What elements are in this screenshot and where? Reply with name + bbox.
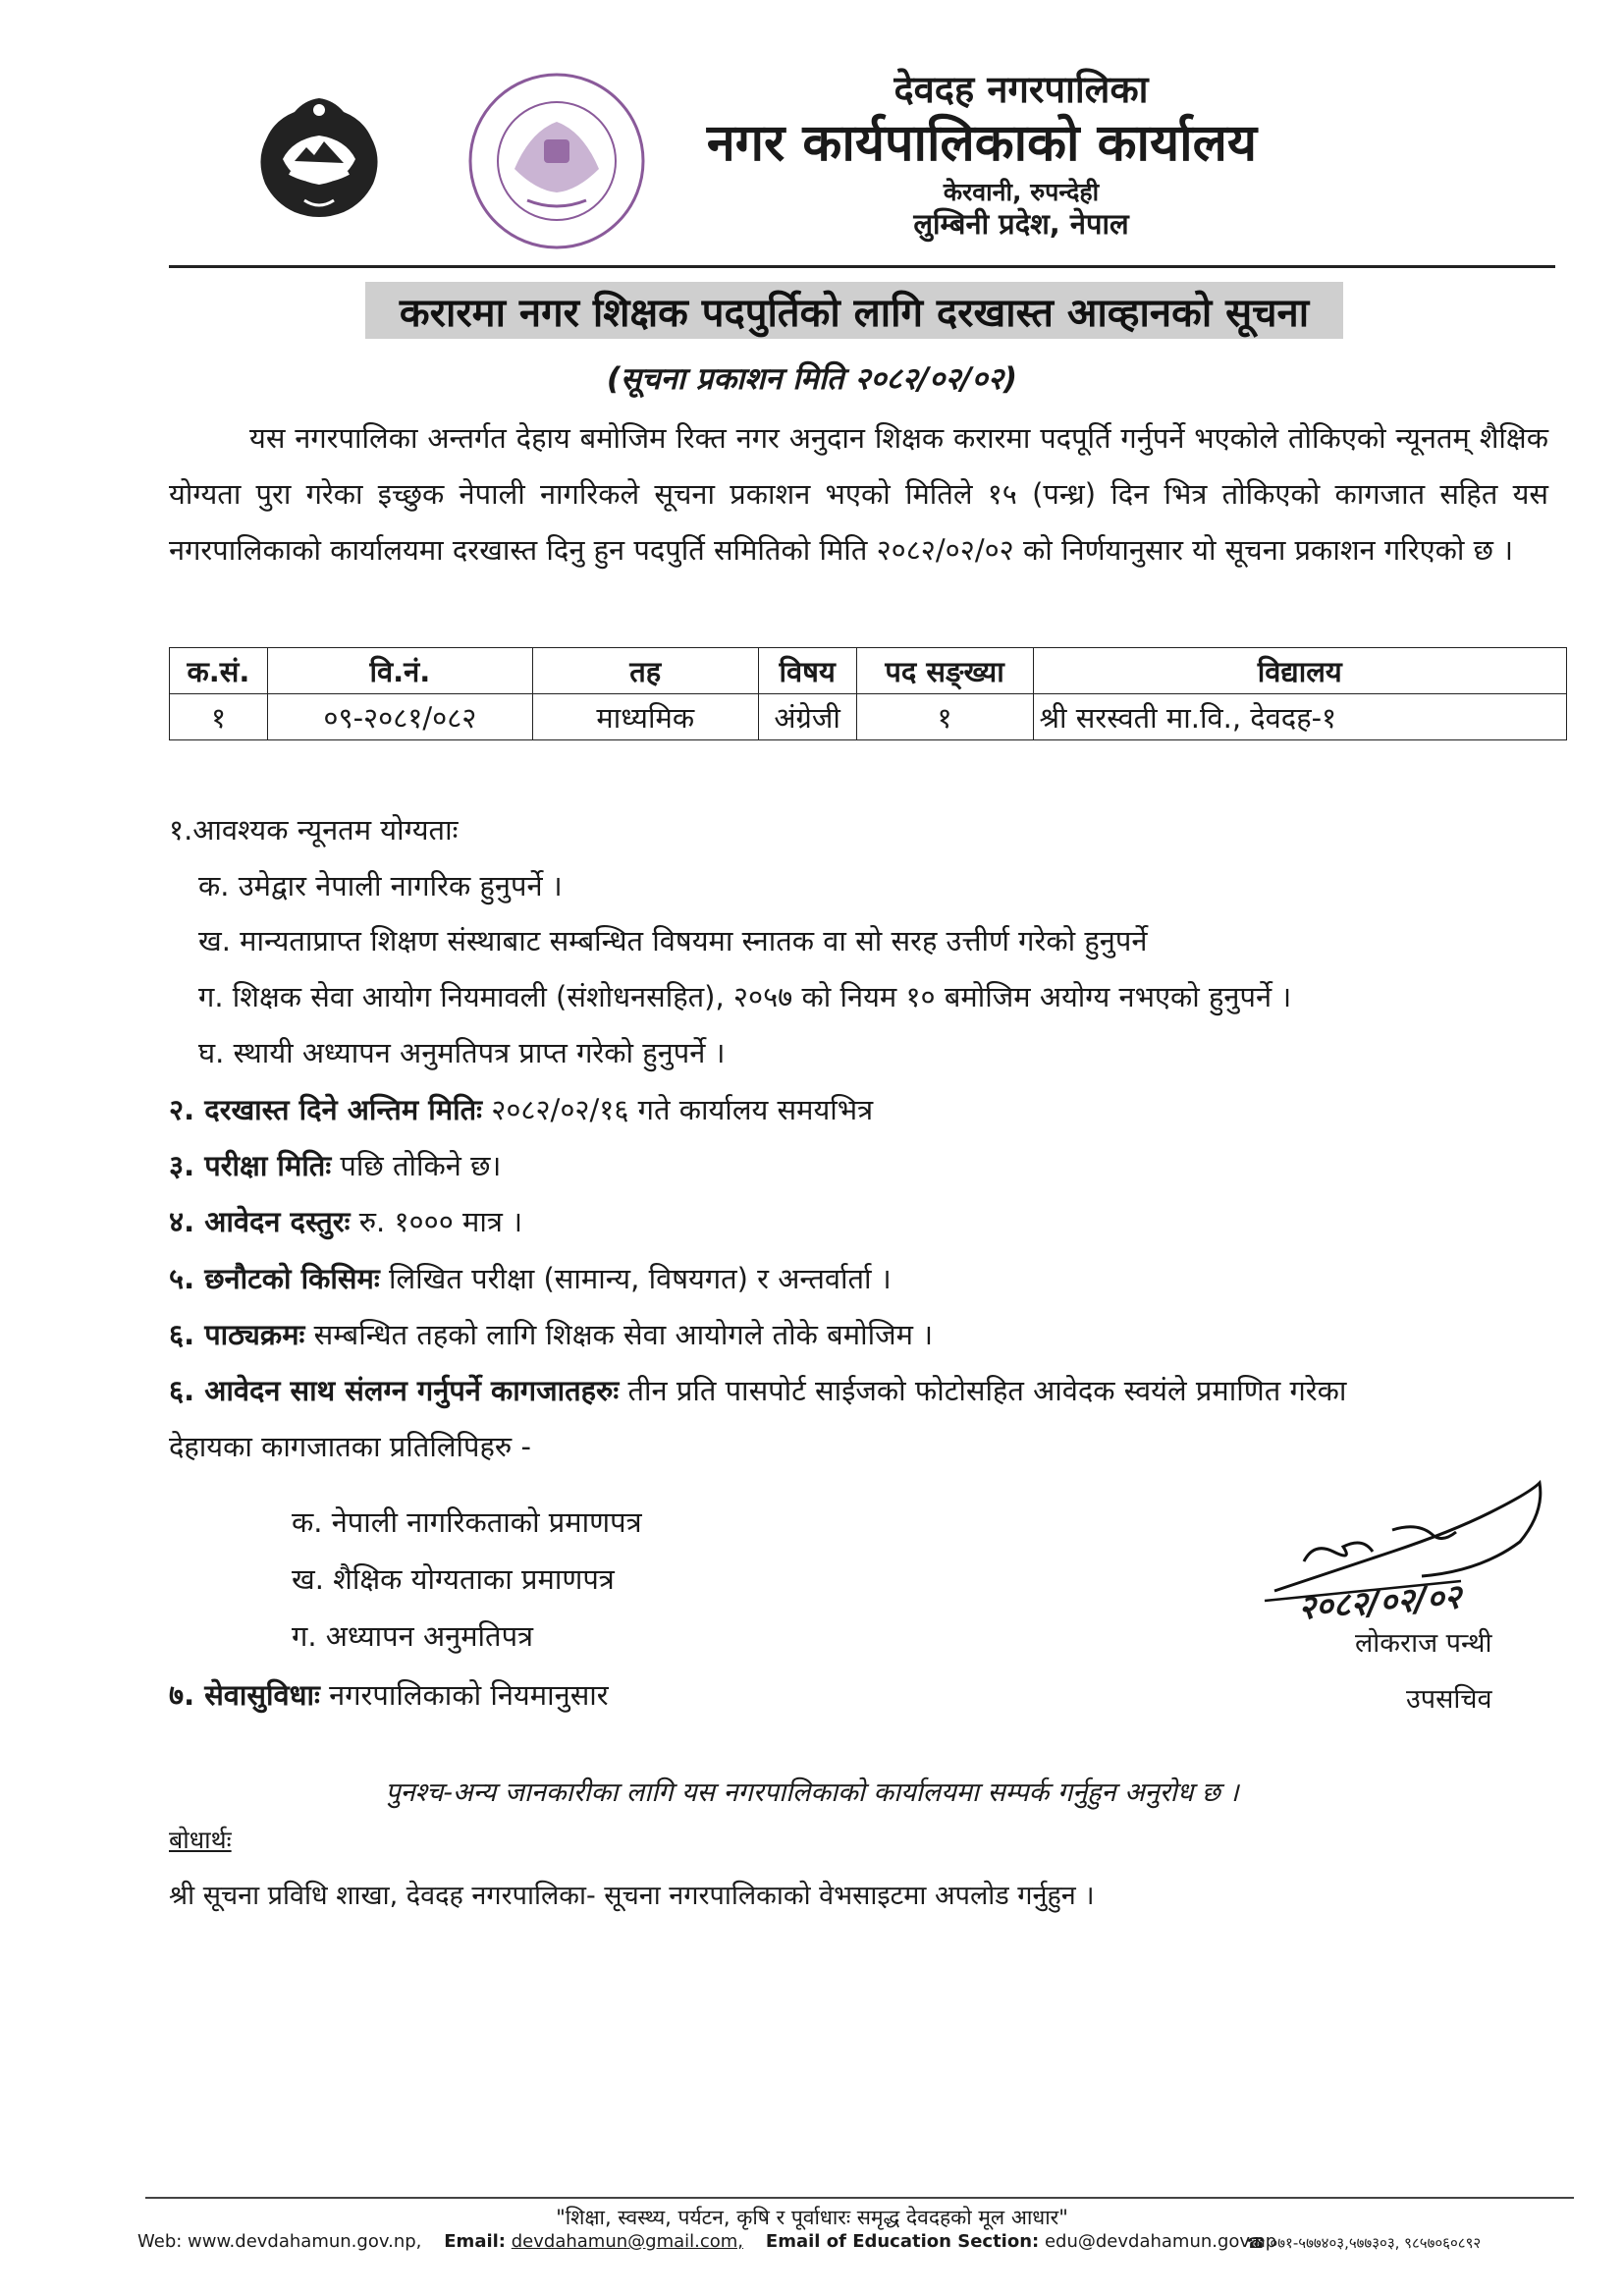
document-item: ग. अध्यापन अनुमतिपत्र: [292, 1619, 534, 1653]
col-subject: विषय: [758, 648, 856, 694]
edu-email-link[interactable]: edu@devdahamun.gov.np: [1044, 2231, 1277, 2252]
point-label: ७. सेवासुविधाः: [169, 1678, 320, 1712]
col-school: विद्यालय: [1033, 648, 1566, 694]
requirement-item: ख. मान्यताप्राप्त शिक्षण संस्थाबाट सम्बन्धित विषयमा स्नातक वा सो सरह उत्तीर्ण गरेको हुनुपर्ने: [198, 924, 1148, 957]
website-link[interactable]: www.devdahamun.gov.np,: [188, 2231, 422, 2252]
documents-lead: देहायका कागजातका प्रतिलिपिहरु -: [169, 1430, 531, 1463]
point-label: ४. आवेदन दस्तुरः: [169, 1205, 351, 1238]
cell-subject: अंग्रेजी: [758, 694, 856, 740]
government-emblem: [245, 90, 393, 228]
cell-level: माध्यमिक: [532, 694, 758, 740]
point-label: २. दरखास्त दिने अन्तिम मितिः: [169, 1093, 483, 1126]
point-exam-date: [169, 1146, 501, 1184]
web-label: Web:: [137, 2231, 183, 2252]
cell-serial: १: [170, 694, 268, 740]
point-selection: [169, 1259, 892, 1297]
document-item: ख. शैक्षिक योग्यताका प्रमाणपत्र: [292, 1562, 615, 1596]
point-label: ३. परीक्षा मितिः: [169, 1149, 332, 1182]
office-location: केरवानी, रुपन्देही: [943, 178, 1100, 206]
point-text: सम्बन्धित तहको लागि शिक्षक सेवा आयोगले तोके बमोजिम ।: [304, 1318, 934, 1351]
point-text: रु. १००० मात्र ।: [350, 1205, 523, 1238]
footer-contact: [137, 2231, 1276, 2252]
table-header-row: [170, 648, 1567, 694]
point-label: ६. आवेदन साथ संलग्न गर्नुपर्ने कागजातहरुः: [169, 1374, 620, 1407]
edu-email-label: Email of Education Section:: [765, 2231, 1040, 2252]
signatory-name: लोकराज पन्थी: [1355, 1628, 1492, 1659]
point-label: ६. पाठ्यक्रमः: [169, 1318, 305, 1351]
footer-motto: "शिक्षा, स्वस्थ्य, पर्यटन, कृषि र पूर्वाधारः समृद्ध देवदहको मूल आधार": [556, 2206, 1068, 2229]
intro-paragraph: [169, 410, 1548, 578]
point-text: पछि तोकिने छ।: [331, 1149, 502, 1182]
cc-heading: बोधार्थः: [169, 1826, 232, 1854]
cell-number: ०९-२०८१/०८२: [267, 694, 532, 740]
cell-posts: १: [856, 694, 1033, 740]
point-text: तीन प्रति पासपोर्ट साईजको फोटोसहित आवेदक स्वयंले प्रमाणित गरेका: [619, 1374, 1347, 1407]
municipality-name: देवदह नगरपालिका: [893, 68, 1149, 111]
office-province: लुम्बिनी प्रदेश, नेपाल: [913, 207, 1129, 241]
table-row: [170, 694, 1567, 740]
footer-phone: ☎ ०७१-५७७४०३,५७७३०३, ९८५७०६०८९२: [1247, 2234, 1482, 2252]
point-text: लिखित परीक्षा (सामान्य, विषयगत) र अन्तर्वार्ता ।: [379, 1262, 892, 1295]
col-level: तह: [532, 648, 758, 694]
intro-text: यस नगरपालिका अन्तर्गत देहाय बमोजिम रिक्त नगर अनुदान शिक्षक करारमा पदपूर्ति गर्नुपर्ने भएकोले तोकिएको न्यूनतम् शैक्षिक योग्यता पुरा गरेका इच्छुक नेपाली नागरिकले सूचना प्रकाशन भएको मितिले १५ (पन्ध्र) दिन भित्र तोकिएको कागजात सहित यस नगरपालिकाको कार्यालयमा दरखास्त दिनु हुन पदपुर्ति समितिको मिति २०८२/०२/०२ को निर्णयानुसार यो सूचना प्रकाशन गरिएको छ ।: [169, 421, 1548, 567]
email-link[interactable]: devdahamun@gmail.com,: [511, 2231, 744, 2252]
point-text: २०८२/०२/१६ गते कार्यालय समयभित्र: [482, 1093, 874, 1126]
col-posts: पद सङ्ख्या: [856, 648, 1033, 694]
cc-text: श्री सूचना प्रविधि शाखा, देवदह नगरपालिका- सूचना नगरपालिकाको वेभसाइटमा अपलोड गर्नुहुन ।: [169, 1881, 1095, 1911]
point-documents: [169, 1371, 1346, 1409]
email-label: Email:: [444, 2231, 507, 2252]
requirement-item: घ. स्थायी अध्यापन अनुमतिपत्र प्राप्त गरेको हुनुपर्ने ।: [198, 1036, 726, 1069]
publish-date: (सूचना प्रकाशन मिति २०८२/०२/०२): [606, 361, 1018, 397]
point-text: नगरपालिकाको नियमानुसार: [319, 1678, 609, 1712]
point-syllabus: [169, 1315, 933, 1353]
point-deadline: [169, 1090, 873, 1128]
notice-title: करारमा नगर शिक्षक पदपुर्तिको लागि दरखास्त आव्हानको सूचना: [365, 282, 1343, 339]
col-number: वि.नं.: [267, 648, 532, 694]
point-fee: [169, 1202, 522, 1240]
footer-divider: [145, 2197, 1574, 2199]
signature-date: २०८२/०२/०२: [1296, 1577, 1463, 1628]
point-label: ५. छनौटको किसिमः: [169, 1262, 380, 1295]
header-divider: [169, 265, 1555, 268]
requirement-item: ग. शिक्षक सेवा आयोग नियमावली (संशोधनसहित), २०५७ को नियम १० बमोजिम अयोग्य नभएको हुनुपर्ने ।: [198, 980, 1292, 1013]
point-facility: [169, 1675, 609, 1714]
requirement-item: क. उमेद्वार नेपाली नागरिक हुनुपर्ने ।: [198, 869, 563, 902]
postscript: पुनश्च-अन्य जानकारीका लागि यस नगरपालिकाको कार्यालयमा सम्पर्क गर्नुहुन अनुरोध छ ।: [385, 1777, 1239, 1808]
office-name: नगर कार्यपालिकाको कार्यालय: [706, 114, 1258, 173]
signatory-designation: उपसचिव: [1406, 1684, 1492, 1715]
document-item: क. नेपाली नागरिकताको प्रमाणपत्र: [292, 1505, 642, 1539]
requirements-heading: १.आवश्यक न्यूनतम योग्यताः: [169, 813, 459, 847]
vacancy-table: [169, 647, 1567, 740]
cell-school: श्री सरस्वती मा.वि., देवदह-१: [1033, 694, 1566, 740]
col-serial: क.सं.: [170, 648, 268, 694]
